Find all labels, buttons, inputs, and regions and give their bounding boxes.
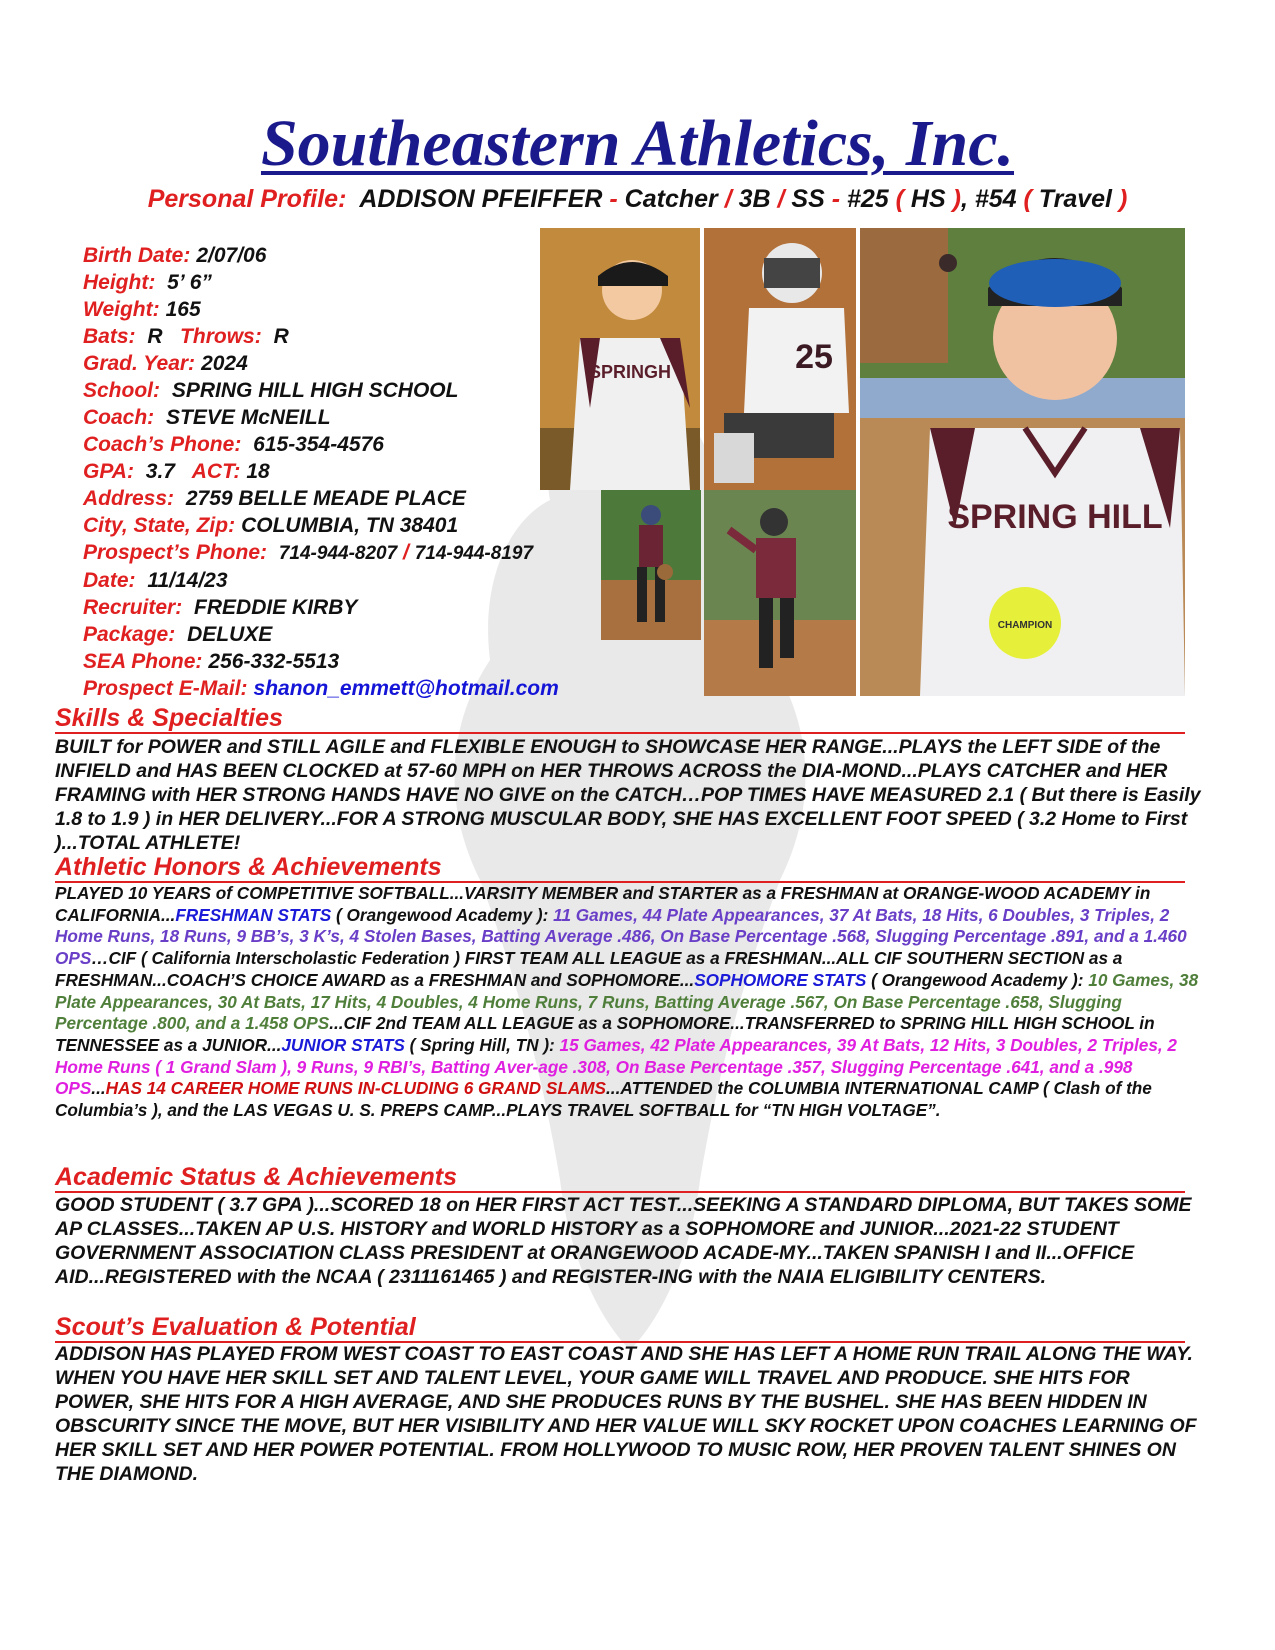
back-number-photo: 25	[795, 338, 833, 376]
freshman-stats-label: FRESHMAN STATS	[175, 904, 332, 925]
hs-number: #25	[846, 185, 889, 213]
bio-value: 3.7	[145, 460, 175, 483]
bio-value: 2/07/06	[196, 244, 267, 267]
bio-value: 18	[246, 460, 270, 483]
bio-label: Recruiter:	[83, 596, 183, 619]
bio-date	[83, 567, 643, 594]
bio-value: SPRING HILL HIGH SCHOOL	[171, 379, 459, 402]
separator: /	[770, 185, 792, 213]
travel-number: #54	[974, 185, 1017, 213]
bio-value: 615-354-4576	[253, 433, 384, 456]
bio-value: 165	[165, 298, 201, 321]
separator: ...	[91, 1078, 106, 1099]
sophomore-school: ( Orangewood Academy ):	[866, 969, 1089, 990]
bio-label: School:	[83, 379, 160, 402]
bio-label: SEA Phone:	[83, 650, 203, 673]
bio-package	[83, 621, 643, 648]
separator: -	[824, 185, 847, 213]
jersey-text-portrait: SPRING HILL	[947, 498, 1163, 536]
bio-label: Bats:	[83, 325, 136, 348]
freshman-school: ( Orangewood Academy ):	[331, 904, 554, 925]
bio-value: 714-944-8197	[414, 543, 534, 564]
separator: )	[1112, 185, 1128, 213]
bio-label: Address:	[83, 487, 175, 510]
bio-email	[83, 675, 643, 702]
career-home-runs: HAS 14 CAREER HOME RUNS IN-CLUDING 6 GRAND SLAMS	[105, 1078, 607, 1099]
separator: )	[945, 185, 961, 213]
bio-label: Height:	[83, 271, 156, 294]
ball-text: CHAMPION	[997, 620, 1053, 631]
photo-smiling-portrait	[860, 228, 1185, 696]
bio-prospect-phone	[83, 539, 643, 567]
bio-label: Date:	[83, 569, 136, 592]
sophomore-stats-label: SOPHOMORE STATS	[694, 969, 867, 990]
freshman-stats: 11 Games, 44 Plate Appearances, 37 At Bats, 18 Hits, 6 Doubles, 3 Triples, 2 Home Runs, 18 Runs, 9 BB’s, 3 K’s, 4 Stolen Bases, Batting Average .486, On Base Percentage .568, Slugging Percentage .891, and a 1.460 OPS	[55, 904, 1187, 969]
honors-transfer: ...CIF 2nd TEAM ALL LEAGUE as a SOPHOMORE...TRANSFERRED to SPRING HILL HIGH SCHOOL in TENNESSEE as a JUNIOR...	[55, 1013, 1155, 1055]
bio-value: COLUMBIA, TN 38401	[241, 514, 459, 537]
bio-label: Birth Date:	[83, 244, 191, 267]
section-skills-heading: Skills & Specialties	[55, 704, 1185, 734]
bio-value: 5’ 6”	[167, 271, 212, 294]
junior-stats: 15 Games, 42 Plate Appearances, 39 At Bats, 12 Hits, 3 Doubles, 2 Triples, 2 Home Runs ( 1 Grand Slam ), 9 Runs, 9 RBI’s, Batting Aver-age .308, On Base Percentage .357, Slugging Percentage .641, and a .998 OPS	[55, 1034, 1177, 1099]
separator: -	[602, 185, 625, 213]
separator: ,	[960, 185, 975, 213]
academic-text: GOOD STUDENT ( 3.7 GPA )...SCORED 18 on HER FIRST ACT TEST...SEEKING A STANDARD DIPLOMA, BUT TAKES SOME AP CLASSES...TAKEN AP U.S. HISTORY and WORLD HISTORY as a SOPHOMORE and JUNIOR...2021-22 STUDENT GOVERNMENT ASSOCIATION CLASS PRESIDENT at ORANGEWOOD ACADE-MY...TAKEN SPANISH I and II...OFFICE AID...REGISTERED with the NCAA ( 2311161465 ) and REGISTER-ING with the NAIA ELIGIBILITY CENTERS.	[55, 1194, 1192, 1288]
scout-text: ADDISON HAS PLAYED FROM WEST COAST TO EAST COAST AND SHE HAS LEFT A HOME RUN TRAIL ALONG THE WAY. WHEN YOU HAVE HER SKILL SET AND TALENT LEVEL, YOUR GAME WILL TRAVEL AND PRODUCE. SHE HITS FOR POWER, SHE HITS FOR A HIGH AVERAGE, AND SHE PRODUCES RUNS BY THE BUSHEL. SHE HAS BEEN HIDDEN IN OBSCURITY SINCE THE MOVE, BUT HER VISIBILITY AND HER VALUE WILL SKY ROCKET UPON COACHES LEARNING OF HER SKILL SET AND HER POWER POTENTIAL. FROM HOLLYWOOD TO MUSIC ROW, HER PROVEN TALENT SHINES ON THE DIAMOND.	[55, 1343, 1197, 1485]
profile-subtitle	[0, 183, 1275, 215]
bio-value: R	[273, 325, 289, 348]
position-ss: SS	[791, 185, 825, 213]
bio-value: 714-944-8207	[278, 543, 398, 564]
bio-value: FREDDIE KIRBY	[194, 596, 358, 619]
photo-catcher-crouch	[704, 228, 856, 490]
section-scout-heading: Scout’s Evaluation & Potential	[55, 1313, 1185, 1343]
separator: /	[717, 185, 739, 213]
bio-value: R	[147, 325, 163, 348]
bio-label: Package:	[83, 623, 176, 646]
photo-pitcher-portrait	[540, 228, 700, 490]
bio-sea-phone	[83, 648, 643, 675]
separator: /	[397, 541, 415, 564]
bio-value: STEVE McNEILL	[166, 406, 331, 429]
honors-camps: ...ATTENDED the COLUMBIA INTERNATIONAL CAMP ( Clash of the Columbia’s ), and the LAS VEGAS U. S. PREPS CAMP...PLAYS TRAVEL SOFTBALL for “TN HIGH VOLTAGE”.	[55, 1078, 1152, 1121]
profile-label: Personal Profile:	[147, 185, 347, 213]
junior-stats-label: JUNIOR STATS	[281, 1034, 405, 1055]
bio-city	[83, 512, 643, 539]
hs-label: HS	[910, 185, 946, 213]
bio-label: ACT:	[191, 460, 241, 483]
bio-label: Grad. Year:	[83, 352, 196, 375]
separator: (	[1016, 185, 1039, 213]
email-link[interactable]: shanon_emmett@hotmail.com	[253, 677, 559, 700]
separator: (	[888, 185, 911, 213]
page-title: Southeastern Athletics, Inc.	[260, 107, 1015, 180]
bio-value: DELUXE	[187, 623, 273, 646]
honors-intro: PLAYED 10 YEARS of COMPETITIVE SOFTBALL...VARSITY MEMBER and STARTER as a FRESHMAN at ORANGE-WOOD ACADEMY in CALIFORNIA...	[55, 883, 1151, 925]
photo-infielder-ready	[601, 490, 701, 640]
bio-label: Coach’s Phone:	[83, 433, 242, 456]
bio-value: 11/14/23	[147, 569, 228, 592]
sophomore-stats: 10 Games, 38 Plate Appearances, 30 At Bats, 17 Hits, 4 Doubles, 4 Home Runs, 7 Runs, Batting Average .567, On Base Percentage .658, Slugging Percentage .800, and a 1.458 OPS	[55, 969, 1199, 1034]
bio-value: 2759 BELLE MEADE PLACE	[185, 487, 466, 510]
travel-label: Travel	[1038, 185, 1112, 213]
jersey-text-photo: SPRINGH	[588, 362, 672, 382]
position-3b: 3B	[738, 185, 771, 213]
bio-label: Prospect’s Phone:	[83, 541, 267, 564]
bio-label: Prospect E-Mail:	[83, 677, 248, 700]
bio-label: Weight:	[83, 298, 160, 321]
junior-school: ( Spring Hill, TN ):	[404, 1034, 560, 1055]
honors-text	[55, 883, 1205, 1122]
bio-label: Throws:	[180, 325, 262, 348]
bio-label: GPA:	[83, 460, 134, 483]
bio-recruiter	[83, 594, 643, 621]
player-name: ADDISON PFEIFFER	[359, 185, 603, 213]
section-academic-heading: Academic Status & Achievements	[55, 1163, 1185, 1193]
section-honors-heading: Athletic Honors & Achievements	[55, 853, 1185, 883]
photo-fielder-throw	[704, 490, 856, 696]
position-catcher: Catcher	[624, 185, 718, 213]
bio-label: Coach:	[83, 406, 155, 429]
honors-freshman-awards: …CIF ( California Interscholastic Federation ) FIRST TEAM ALL LEAGUE as a FRESHMAN...ALL CIF SOUTHERN SECTION as a FRESHMAN...COACH’S CHOICE AWARD as a FRESHMAN and SOPHOMORE...	[55, 948, 1123, 990]
skills-text: BUILT for POWER and STILL AGILE and FLEXIBLE ENOUGH to SHOWCASE HER RANGE...PLAYS the LEFT SIDE of the INFIELD and HAS BEEN CLOCKED at 57-60 MPH on HER THROWS ACROSS the DIA-MOND...PLAYS CATCHER and HER FRAMING with HER STRONG HANDS HAVE NO GIVE on the CATCH…POP TIMES HAVE MEASURED 2.1 ( But there is Easily 1.8 to 1.9 ) in HER DELIVERY...FOR A STRONG MUSCULAR BODY, SHE HAS EXCELLENT FOOT SPEED ( 3.2 Home to First )...TOTAL ATHLETE!	[55, 736, 1201, 854]
bio-label: City, State, Zip:	[83, 514, 236, 537]
bio-value: 256-332-5513	[208, 650, 340, 673]
bio-value: 2024	[201, 352, 248, 375]
